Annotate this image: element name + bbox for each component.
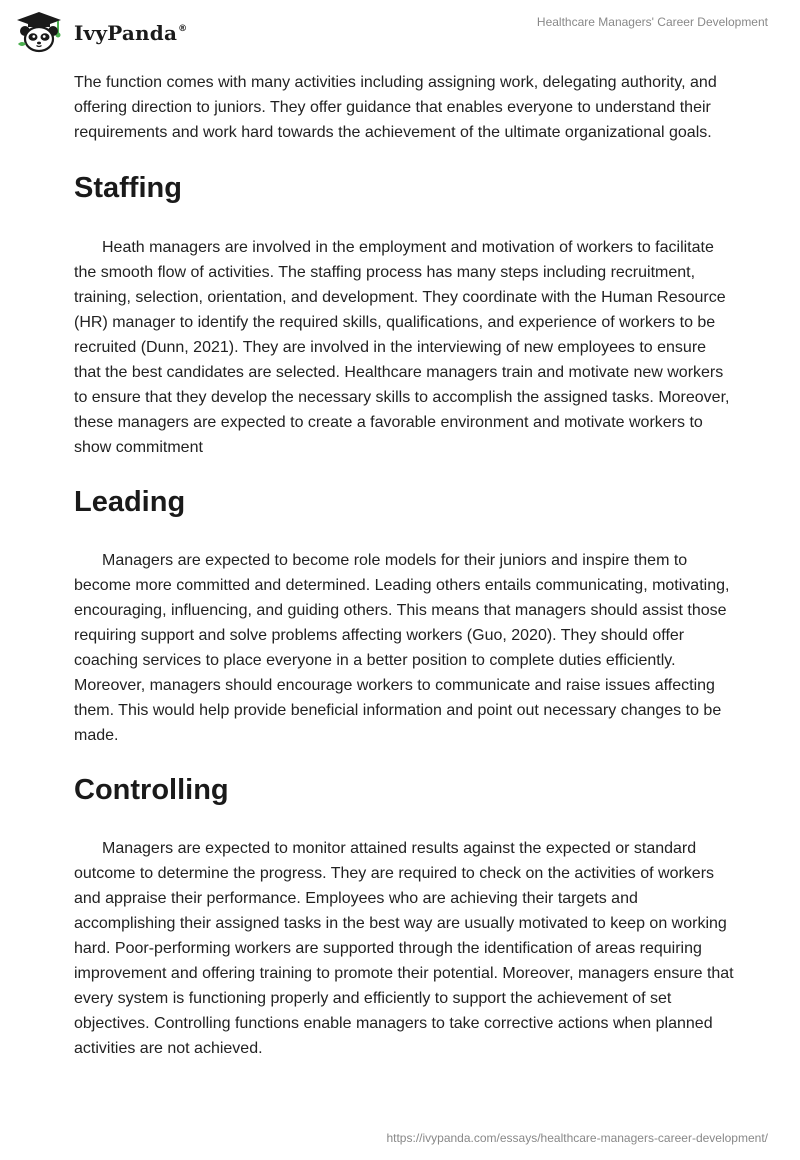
section-paragraph-leading: Managers are expected to become role models for their juniors and inspire them to become more committed and determined. Leading others entails communicating, motivating, encouraging, influencing, and guiding others. This means that managers should assist those requiring support and solve problems affecting workers (Guo, 2020). They should offer coaching services to place everyone in a better position to complete duties efficiently. Moreover, managers should encourage workers to communicate and raise issues affecting them. This would help provide beneficial information and point out necessary changes to be made. [74, 552, 730, 744]
registered-mark: ® [178, 24, 188, 34]
section-heading-controlling: Controlling [74, 774, 229, 806]
section-paragraph-staffing: Heath managers are involved in the employment and motivation of workers to facilitate the smooth flow of activities. The staffing process has many steps including recruitment, training, selection, orientation, and development. They coordinate with the Human Resource (HR) manager to identify the required skills, qualifications, and experience of workers to be recruited (Dunn, 2021). They are involved in the interviewing of new employees to ensure that the best candidates are selected. Healthcare managers train and motivate new workers to ensure that they develop the necessary skills to accomplish the assigned tasks. Moreover, these managers are expected to create a favorable environment and motivate workers to show commitment [74, 239, 730, 456]
section-paragraph-controlling: Managers are expected to monitor attained results against the expected or standard outcome to determine the progress. They are required to check on the activities of workers and appraise their performance. Employees who are achieving their targets and accomplishing their assigned tasks in the best way are usually motivated to keep on working hard. Poor-performing workers are supported through the identification of areas requiring improvement and offering training to promote their potential. Moreover, managers ensure that every system is functioning properly and efficiently to support the achievement of set objectives. Controlling functions enable managers to take corrective actions when planned activities are not achieved. [74, 840, 734, 1057]
source-url-link[interactable]: https://ivypanda.com/essays/healthcare-managers-career-development/ [386, 1131, 768, 1145]
section-heading-staffing: Staffing [74, 172, 182, 204]
page-header [0, 0, 800, 64]
document-title: Healthcare Managers' Career Development [536, 15, 768, 29]
panda-logo-icon [14, 10, 64, 54]
section-heading-leading: Leading [74, 486, 186, 518]
article-body [74, 70, 734, 1061]
brand-logo[interactable] [14, 10, 187, 54]
intro-paragraph: The function comes with many activities including assigning work, delegating authority, and offering direction to juniors. They offer guidance that enables everyone to understand their requirements and work hard towards the achievement of the ultimate organizational goals. [74, 74, 717, 141]
brand-name: IvyPanda® [74, 21, 188, 45]
